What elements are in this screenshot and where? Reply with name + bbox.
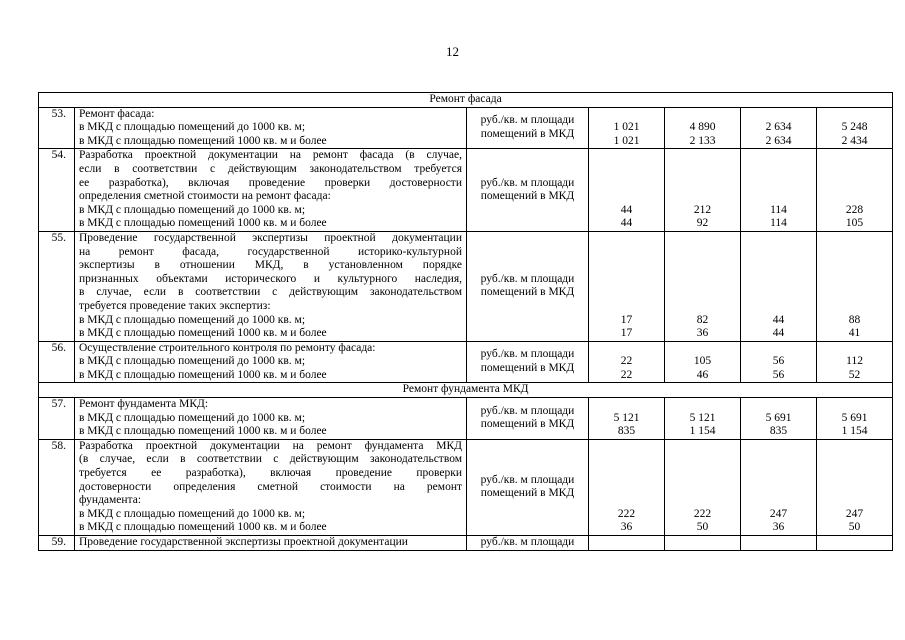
value-cell: [665, 536, 741, 551]
value: 4 890: [689, 121, 716, 134]
value: 5 121: [689, 411, 716, 424]
value-cell: [741, 439, 817, 535]
description-line: в случае, если в соответствии с действующим законодательством: [79, 286, 462, 299]
description-line: Ремонт фундамента МКД:: [79, 398, 209, 411]
unit-line: руб./кв. м площади: [480, 404, 575, 417]
unit-line: помещений в МКД: [480, 418, 575, 431]
value-cell: [817, 341, 893, 383]
table-row: [39, 398, 893, 440]
row-number: 57.: [39, 398, 75, 440]
value: 835: [769, 425, 788, 438]
unit-cell: [467, 536, 589, 551]
unit-line: руб./кв. м площади: [480, 114, 575, 127]
value: 2 434: [841, 134, 868, 147]
description-line: фундамента:: [79, 494, 142, 507]
value: 1 021: [613, 134, 640, 147]
value: 56: [772, 368, 785, 381]
value: 222: [693, 507, 712, 520]
unit-line: помещений в МКД: [480, 362, 575, 375]
section-header-foundation: [39, 383, 893, 398]
value-cell: [817, 439, 893, 535]
value: 1 021: [613, 121, 640, 134]
description-line: ее разработка), включая проведение проверки достоверности: [79, 176, 462, 189]
description-line: признанных объектами исторического и культурного наследия,: [79, 272, 462, 285]
value: 44: [772, 327, 785, 340]
description-line: требуется ее разработка), включая проведение проверки: [79, 467, 462, 480]
row-number: 54.: [39, 149, 75, 232]
value: 5 121: [613, 411, 640, 424]
value: 88: [848, 313, 861, 326]
row-description: [75, 341, 467, 383]
value-cell: [589, 398, 665, 440]
value-cell: [741, 231, 817, 341]
value-cell: [589, 341, 665, 383]
value: 105: [693, 355, 712, 368]
unit-line: руб./кв. м площади: [480, 536, 575, 548]
description-line: требуется проведение таких экспертиз:: [79, 299, 271, 312]
description-line: в МКД с площадью помещений до 1000 кв. м;: [79, 507, 306, 520]
row-description: [75, 149, 467, 232]
row-number: 55.: [39, 231, 75, 341]
table-row: [39, 439, 893, 535]
value: 46: [696, 368, 709, 381]
value-cell: [589, 107, 665, 149]
value: 114: [770, 203, 787, 216]
unit-cell: [467, 439, 589, 535]
row-number: 56.: [39, 341, 75, 383]
unit-line: руб./кв. м площади: [480, 272, 575, 285]
value: 212: [693, 203, 712, 216]
value: 835: [617, 425, 636, 438]
value-cell: [589, 231, 665, 341]
value: 222: [617, 507, 636, 520]
value: 50: [696, 521, 709, 534]
description-line: в МКД с площадью помещений до 1000 кв. м;: [79, 411, 306, 424]
value: 5 248: [841, 121, 868, 134]
value: 44: [620, 217, 633, 230]
value: 1 154: [841, 425, 868, 438]
unit-cell: [467, 398, 589, 440]
value-cell: [741, 149, 817, 232]
value-cell: [665, 439, 741, 535]
value: 17: [620, 313, 633, 326]
value: 44: [772, 313, 785, 326]
value: 36: [620, 521, 633, 534]
description-line: Разработка проектной документации на ремонт фасада (в случае,: [79, 149, 462, 162]
value: 36: [696, 327, 709, 340]
value: 5 691: [841, 411, 868, 424]
value: 56: [772, 355, 785, 368]
unit-cell: [467, 231, 589, 341]
row-number: 53.: [39, 107, 75, 149]
unit-cell: [467, 107, 589, 149]
description-line: в МКД с площадью помещений 1000 кв. м и более: [79, 521, 327, 534]
value-cell: [665, 107, 741, 149]
row-number: 59.: [39, 536, 75, 551]
row-description: [75, 439, 467, 535]
value-cell: [665, 341, 741, 383]
table-row: [39, 231, 893, 341]
value: 2 634: [765, 121, 792, 134]
description-line: в МКД с площадью помещений до 1000 кв. м;: [79, 203, 306, 216]
description-line: в МКД с площадью помещений до 1000 кв. м;: [79, 313, 306, 326]
description-line: в МКД с площадью помещений 1000 кв. м и более: [79, 368, 327, 381]
description-line: Ремонт фасада:: [79, 107, 155, 120]
value: 1 154: [689, 425, 716, 438]
unit-cell: [467, 341, 589, 383]
value: 50: [848, 521, 861, 534]
value-cell: [665, 149, 741, 232]
unit-line: помещений в МКД: [480, 190, 575, 203]
value: 5 691: [765, 411, 792, 424]
description-line: Проведение государственной экспертизы проектной документации: [79, 231, 462, 244]
unit-line: руб./кв. м площади: [480, 473, 575, 486]
row-description: [75, 536, 467, 551]
section-header-facade: [39, 93, 893, 108]
value: 22: [620, 368, 633, 381]
value: 22: [620, 355, 633, 368]
value: 92: [696, 217, 709, 230]
value: 247: [845, 507, 864, 520]
value: 17: [620, 327, 633, 340]
description-line: в МКД с площадью помещений 1000 кв. м и более: [79, 327, 327, 340]
value: 112: [846, 355, 863, 368]
tariff-table: [38, 92, 893, 551]
table-row: [39, 149, 893, 232]
value: 2 133: [689, 134, 716, 147]
section-title: Ремонт фасада: [39, 93, 893, 108]
value-cell: [741, 536, 817, 551]
page-number: 12: [446, 44, 459, 59]
value: 105: [845, 217, 864, 230]
row-description: [75, 398, 467, 440]
row-number: 58.: [39, 439, 75, 535]
value: 247: [769, 507, 788, 520]
description-line: Проведение государственной экспертизы проектной документации: [79, 536, 408, 548]
value-cell: [741, 341, 817, 383]
value-cell: [741, 398, 817, 440]
section-title: Ремонт фундамента МКД: [39, 383, 893, 398]
description-line: Осуществление строительного контроля по ремонту фасада:: [79, 341, 376, 354]
value-cell: [589, 536, 665, 551]
unit-line: помещений в МКД: [480, 286, 575, 299]
unit-line: руб./кв. м площади: [480, 348, 575, 361]
value: 2 634: [765, 134, 792, 147]
value-cell: [589, 439, 665, 535]
description-line: в МКД с площадью помещений 1000 кв. м и более: [79, 217, 327, 230]
description-line: если в соответствии с действующим законодательством требуется: [79, 162, 462, 175]
unit-line: руб./кв. м площади: [480, 176, 575, 189]
description-line: на ремонт фасада, государственной историко-культурной: [79, 245, 462, 258]
description-line: в МКД с площадью помещений до 1000 кв. м;: [79, 121, 306, 134]
value: 36: [772, 521, 785, 534]
description-line: (в случае, если в соответствии с действующим законодательством: [79, 453, 462, 466]
value-cell: [817, 107, 893, 149]
value-cell: [741, 107, 817, 149]
unit-line: помещений в МКД: [480, 127, 575, 140]
description-line: достоверности определения сметной стоимости на ремонт: [79, 480, 462, 493]
value-cell: [589, 149, 665, 232]
description-line: в МКД с площадью помещений 1000 кв. м и более: [79, 134, 327, 147]
value-cell: [665, 231, 741, 341]
description-line: экспертизы в отношении МКД, в установленном порядке: [79, 259, 462, 272]
value: 41: [848, 327, 861, 340]
table-row: [39, 341, 893, 383]
value-cell: [817, 231, 893, 341]
value: 114: [770, 217, 787, 230]
value-cell: [817, 398, 893, 440]
unit-cell: [467, 149, 589, 232]
row-description: [75, 231, 467, 341]
value-cell: [817, 149, 893, 232]
description-line: в МКД с площадью помещений 1000 кв. м и более: [79, 425, 327, 438]
value: 44: [620, 203, 633, 216]
description-line: в МКД с площадью помещений до 1000 кв. м;: [79, 355, 306, 368]
unit-line: помещений в МКД: [480, 487, 575, 500]
value-cell: [817, 536, 893, 551]
value: 228: [845, 203, 864, 216]
description-line: Разработка проектной документации на ремонт фундамента МКД: [79, 439, 462, 452]
table-row: [39, 536, 893, 551]
description-line: определения сметной стоимости на ремонт фасада:: [79, 190, 331, 203]
value: 82: [696, 313, 709, 326]
value: 52: [848, 368, 861, 381]
value-cell: [665, 398, 741, 440]
row-description: [75, 107, 467, 149]
table-row: [39, 107, 893, 149]
